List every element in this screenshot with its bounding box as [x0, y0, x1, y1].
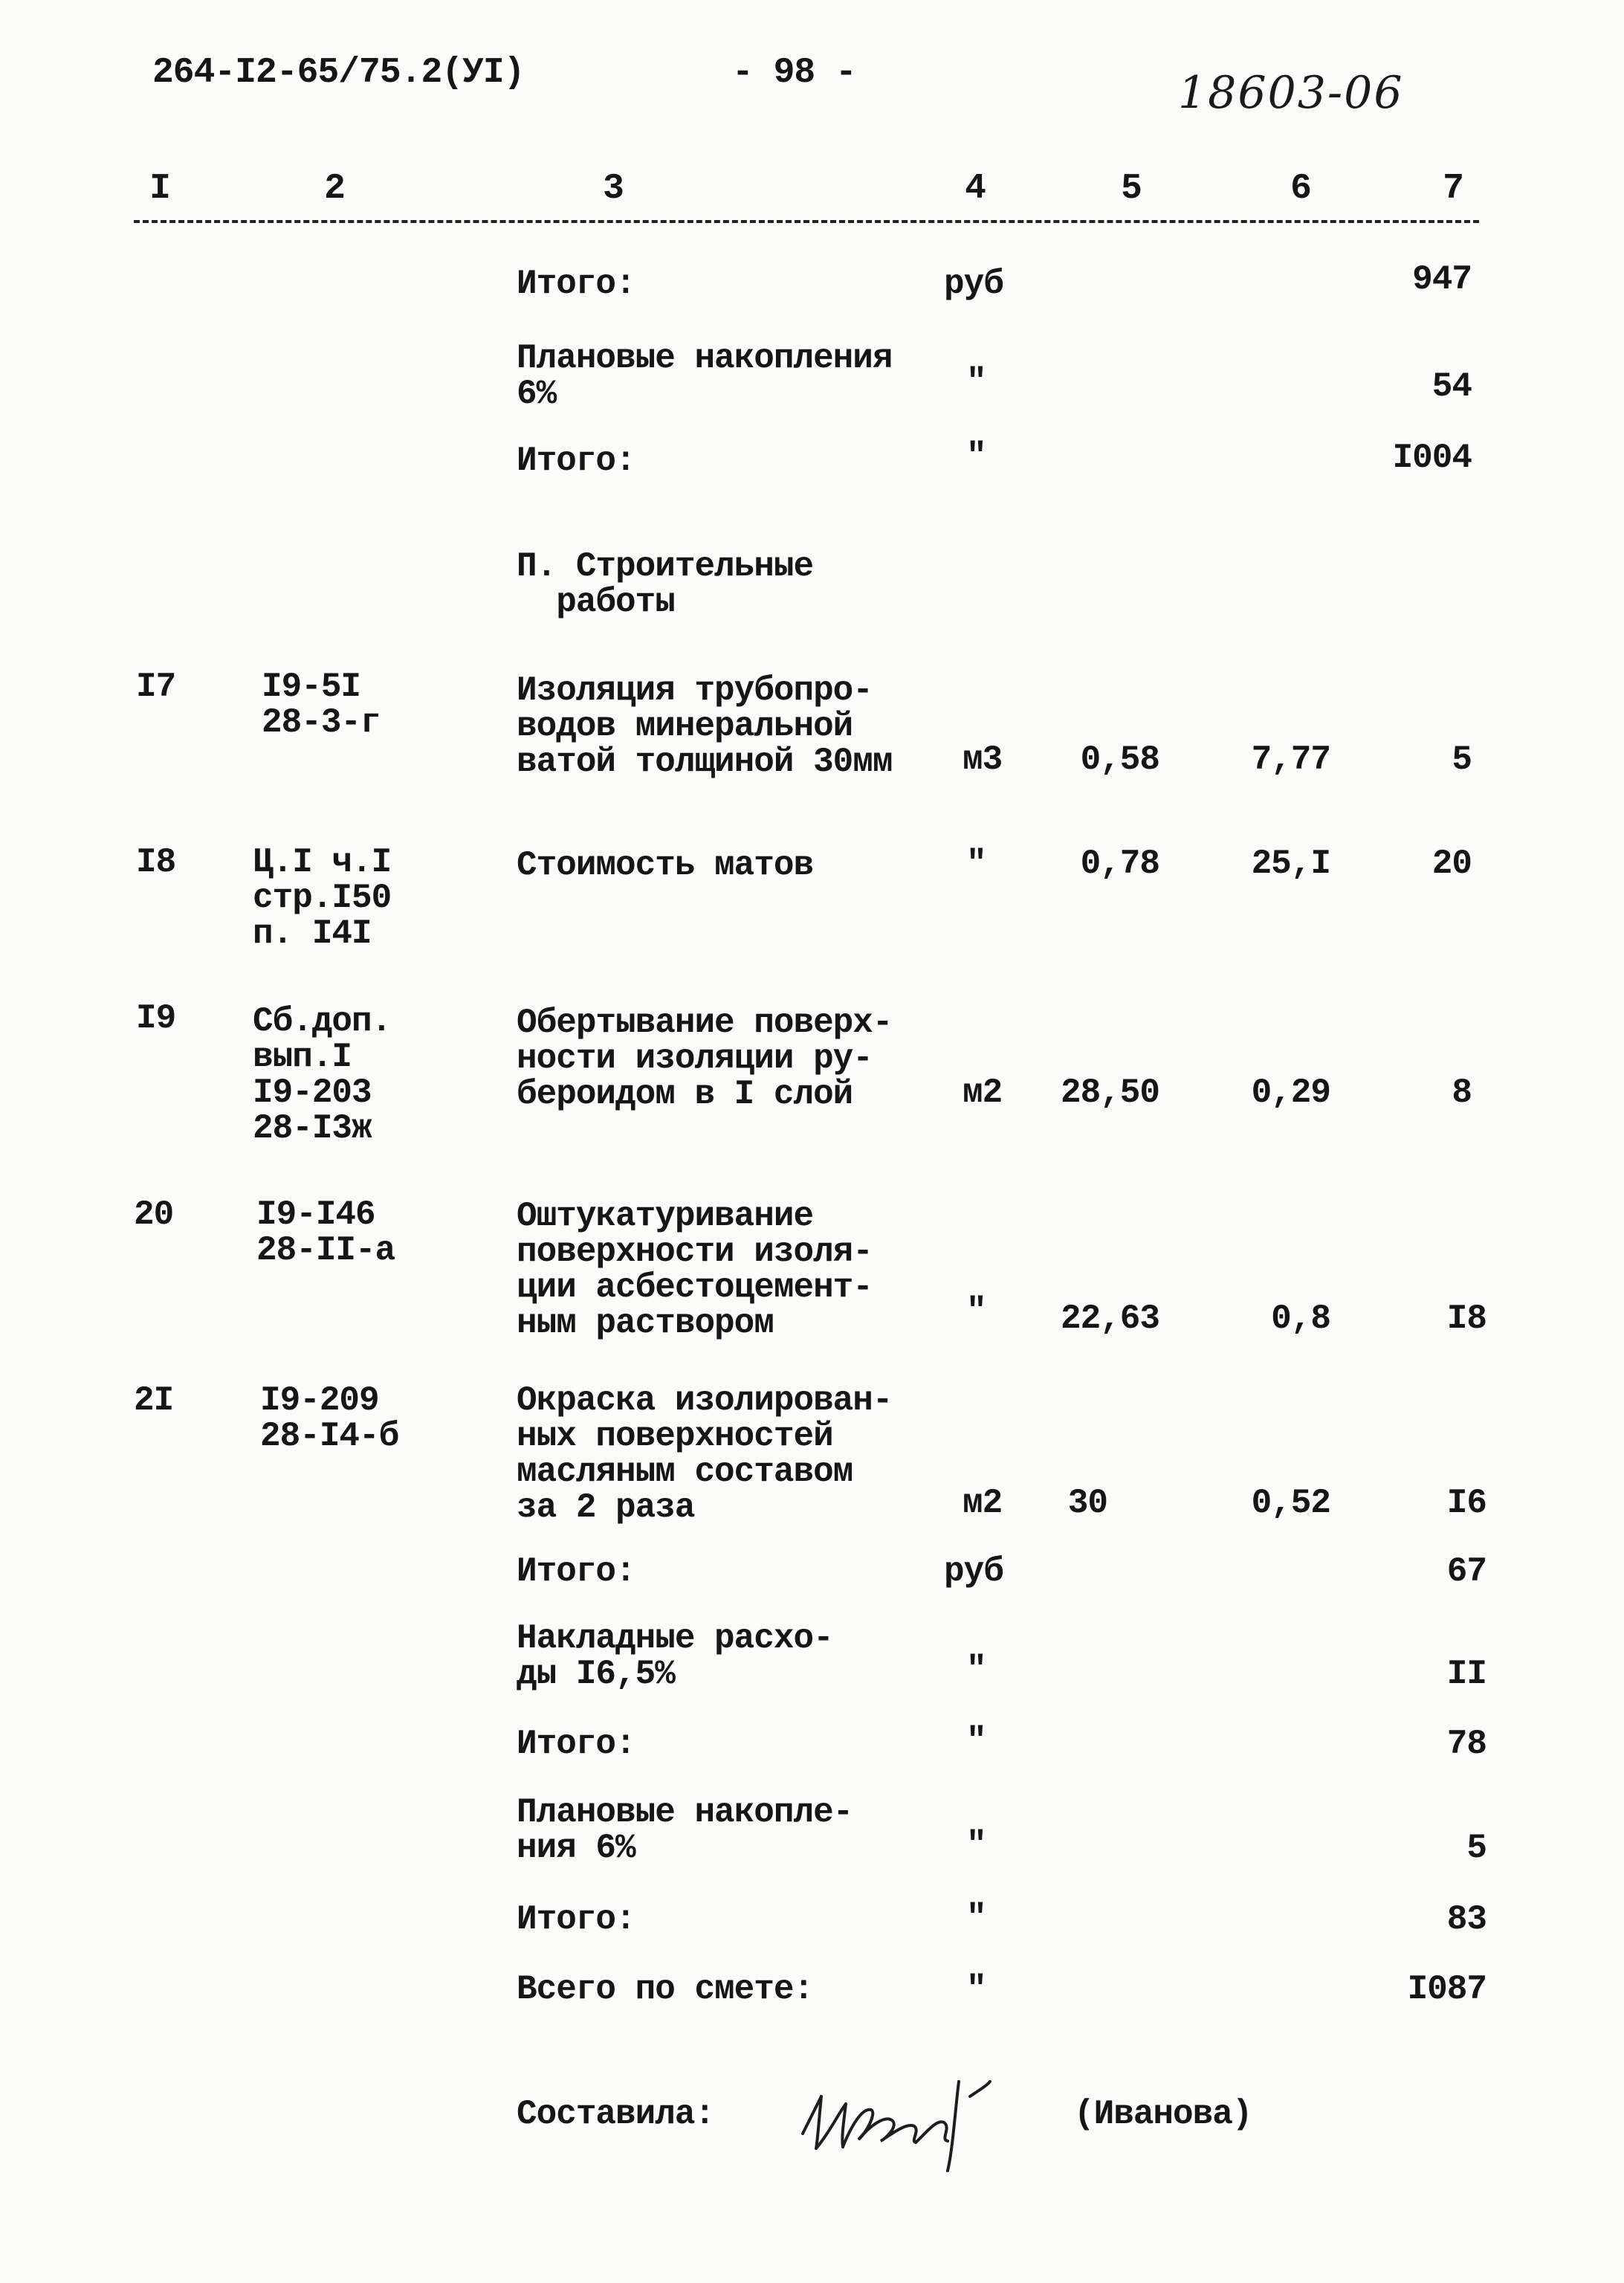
row-number: 2I — [134, 1381, 174, 1420]
row-qty: 30 — [1067, 1484, 1107, 1522]
row-unit: руб — [944, 1552, 1003, 1591]
row-code: I9-I46 28-II-а — [256, 1195, 395, 1270]
row-desc: Стоимость матов — [517, 846, 814, 885]
row-unit: м3 — [963, 740, 1003, 779]
row-desc: Обертывание поверх- ности изоляции ру- бероидом в I слой — [517, 1004, 893, 1114]
page-number: - 98 - — [732, 53, 856, 93]
row-desc: Плановые накопле- ния 6% — [517, 1793, 853, 1867]
row-unit: руб — [944, 265, 1003, 303]
row-qty: 28,50 — [1060, 1073, 1159, 1112]
row-unit: м2 — [963, 1073, 1003, 1112]
row-price: 0,8 — [1271, 1299, 1330, 1338]
row-number: I9 — [136, 999, 176, 1038]
row-unit: " — [966, 1899, 986, 1937]
row-price: 7,77 — [1251, 740, 1330, 779]
row-total: 83 — [1446, 1900, 1486, 1939]
row-desc: Итого: — [517, 1552, 635, 1591]
compiled-by-label: Составила: — [517, 2095, 715, 2134]
row-total: 54 — [1431, 367, 1472, 406]
document-code: 264-I2-65/75.2(УI) — [152, 53, 525, 93]
row-number: I7 — [136, 668, 176, 706]
row-total: I004 — [1392, 439, 1472, 477]
row-number: I8 — [136, 843, 176, 882]
row-desc: Накладные расхо- ды I6,5% — [517, 1619, 833, 1693]
column-header-3: 3 — [603, 169, 624, 209]
row-code: I9-5I 28-3-г — [262, 668, 381, 742]
row-desc: Оштукатуривание поверхности изоля- ции асбестоцемент- ным раствором — [517, 1197, 873, 1343]
row-code: Ц.I ч.I стр.I50 п. I4I — [253, 843, 392, 953]
compiler-name: (Иванова) — [1074, 2095, 1252, 2134]
row-unit: " — [966, 1722, 986, 1760]
row-desc: Изоляция трубопро- водов минеральной ватой толщиной 30мм — [517, 671, 893, 781]
row-code: Сб.доп. вып.I I9-203 28-I3ж — [253, 1002, 392, 1148]
section-heading: П. Строительные работы — [517, 547, 814, 621]
row-price: 0,52 — [1251, 1484, 1330, 1522]
handwritten-number: 18603-06 — [1178, 67, 1404, 119]
header-divider — [134, 220, 1479, 223]
row-desc: Итого: — [517, 1725, 635, 1763]
row-total: 5 — [1452, 740, 1472, 779]
row-total: 67 — [1446, 1552, 1486, 1591]
row-code: I9-209 28-I4-б — [260, 1381, 399, 1456]
row-total: I8 — [1446, 1299, 1486, 1338]
column-header-6: 6 — [1290, 169, 1311, 209]
row-unit: " — [966, 1826, 986, 1864]
row-qty: 0,78 — [1080, 845, 1159, 883]
row-desc: Окраска изолирован- ных поверхностей масляным составом за 2 раза — [517, 1381, 893, 1527]
row-unit: " — [966, 1650, 986, 1689]
row-total: 78 — [1446, 1725, 1486, 1763]
column-header-5: 5 — [1121, 169, 1142, 209]
row-price: 0,29 — [1251, 1073, 1330, 1112]
column-header-4: 4 — [965, 169, 986, 209]
row-total: II — [1446, 1655, 1486, 1693]
row-desc: Плановые накопления 6% — [517, 339, 893, 413]
row-total: 20 — [1431, 845, 1472, 883]
row-desc: Итого: — [517, 442, 635, 480]
row-unit: м2 — [963, 1484, 1003, 1522]
row-unit: " — [966, 845, 986, 883]
row-qty: 22,63 — [1060, 1299, 1159, 1338]
column-header-1: I — [149, 169, 170, 209]
signature-scribble — [788, 2052, 1041, 2178]
row-total: 8 — [1452, 1073, 1472, 1112]
row-total: 947 — [1412, 260, 1472, 299]
row-unit: " — [966, 1970, 986, 2009]
row-unit: " — [966, 363, 986, 401]
row-desc: Итого: — [517, 265, 635, 303]
grand-total-value: I087 — [1407, 1970, 1486, 2009]
grand-total-label: Всего по смете: — [517, 1970, 814, 2009]
row-price: 25,I — [1251, 845, 1330, 883]
signature — [788, 2052, 1041, 2178]
row-qty: 0,58 — [1080, 740, 1159, 779]
row-number: 20 — [134, 1195, 174, 1234]
row-desc: Итого: — [517, 1900, 635, 1939]
row-unit: " — [966, 437, 986, 476]
column-header-7: 7 — [1443, 169, 1463, 209]
row-unit: " — [966, 1292, 986, 1331]
row-total: I6 — [1446, 1484, 1486, 1522]
column-header-2: 2 — [324, 169, 345, 209]
row-total: 5 — [1466, 1829, 1486, 1867]
